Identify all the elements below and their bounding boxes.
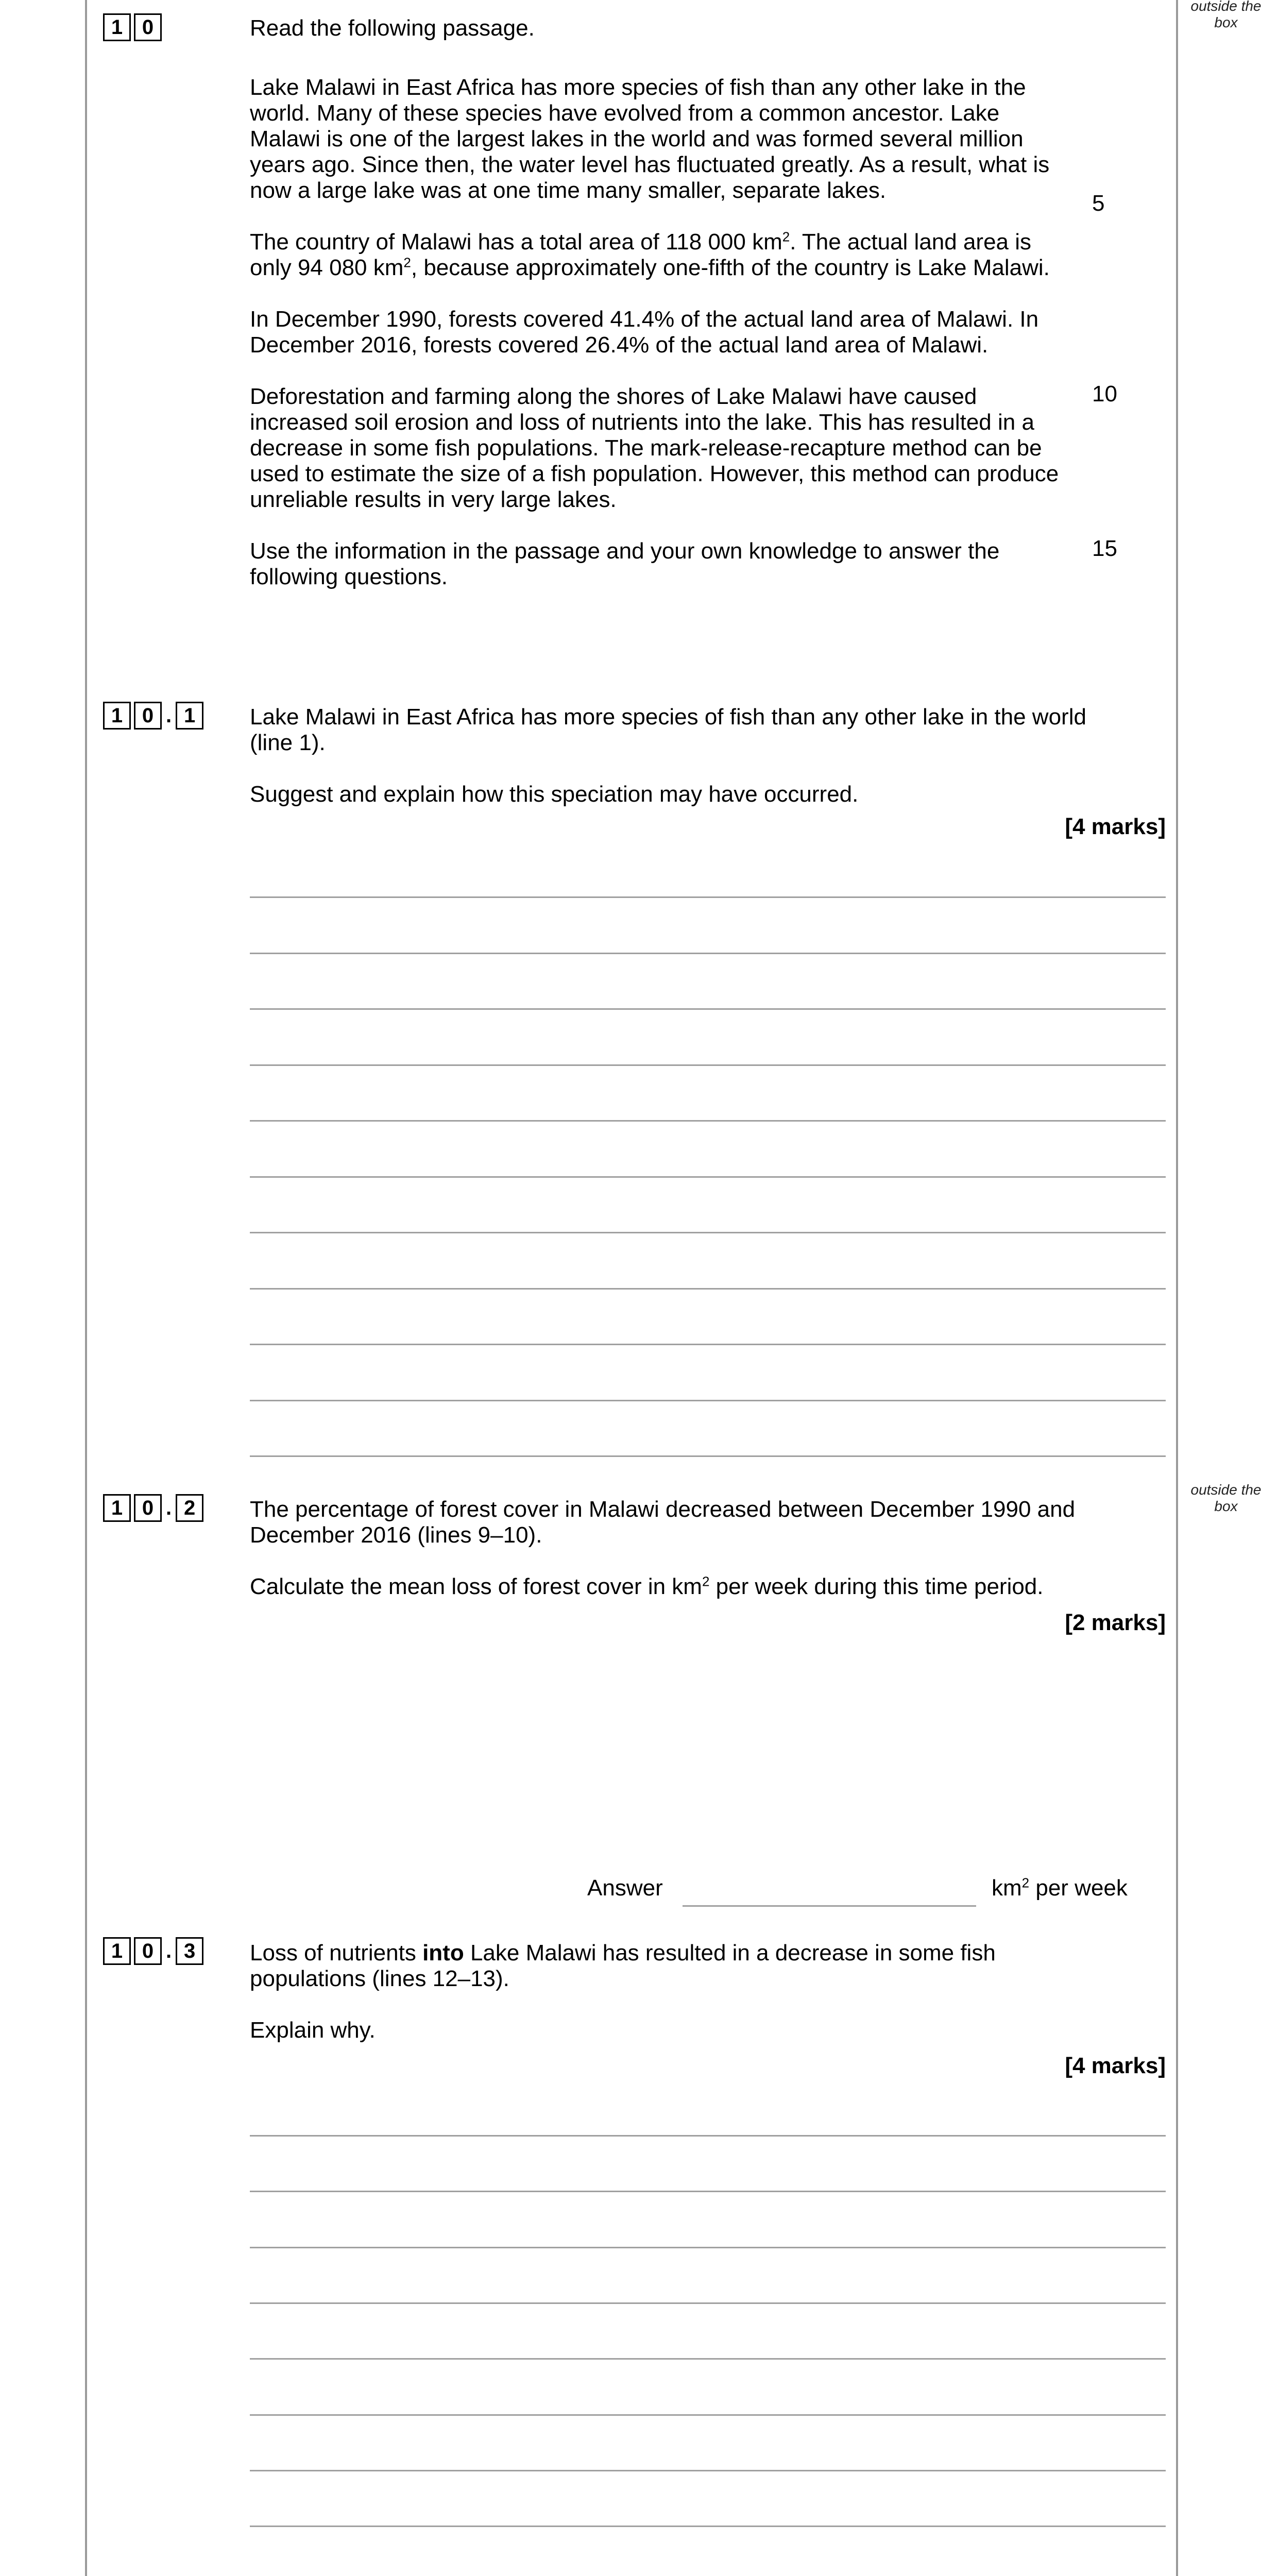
digit-box: 1 xyxy=(103,1937,131,1965)
passage xyxy=(250,75,1074,616)
question-number-10-3: 1 0 . 3 xyxy=(103,1937,203,1965)
margin-note-10-2: outside the box xyxy=(1190,1482,1262,1514)
digit-box: 0 xyxy=(134,1494,162,1522)
question-stem: The percentage of forest cover in Malawi decreased between December 1990 and December 2016 (lines 9–10). xyxy=(250,1497,1076,1548)
answer-line[interactable] xyxy=(250,2358,1166,2360)
question-10-3-text xyxy=(250,1940,1095,2043)
question-number-10-1: 1 0 . 1 xyxy=(103,702,203,730)
answer-line[interactable] xyxy=(250,896,1166,898)
digit-box: 0 xyxy=(134,702,162,730)
passage-paragraph-4: Deforestation and farming along the shores of Lake Malawi have caused increased soil erosion and loss of nutrients into the lake. This has resulted in a decrease in some fish populations. The mark-release-recapture method can be used to estimate the size of a fish population. However, this method can produce unreliable results in very large lakes. xyxy=(250,384,1059,512)
answer-line[interactable] xyxy=(250,1400,1166,1401)
digit-box: 3 xyxy=(176,1937,203,1965)
answer-line[interactable] xyxy=(250,1176,1166,1178)
digit-box: 1 xyxy=(103,702,131,730)
answer-line[interactable] xyxy=(250,1288,1166,1290)
answer-line[interactable] xyxy=(250,2302,1166,2304)
answer-label: Answer xyxy=(587,1875,663,1901)
question-10-1-text xyxy=(250,704,1095,807)
answer-input-line[interactable] xyxy=(683,1905,976,1907)
answer-line[interactable] xyxy=(250,953,1166,954)
question-number-10 xyxy=(103,13,162,41)
answer-line[interactable] xyxy=(250,2470,1166,2471)
marks-label-10-2: [2 marks] xyxy=(1065,1610,1166,1635)
question-task: Calculate the mean loss of forest cover in $km^2$ per week during this time period. xyxy=(250,1573,1044,1599)
right-margin-rule xyxy=(1176,0,1178,2576)
answer-line[interactable] xyxy=(250,1344,1166,1345)
digit-box: 1 xyxy=(103,13,131,41)
question-task: Explain why. xyxy=(250,2018,376,2043)
left-margin-rule xyxy=(85,0,87,2576)
digit-box: 0 xyxy=(134,13,162,41)
passage-paragraph-2: The country of Malawi has a total area of 118 000 $km^2$. The actual land area is only 94 080 $km^2$, because approximately one-fifth of the country is Lake Malawi. xyxy=(250,229,1050,280)
question-10-2-text xyxy=(250,1497,1095,1600)
answer-line[interactable] xyxy=(250,2526,1166,2527)
margin-note-top: outside the box xyxy=(1190,0,1262,30)
question-stem: Lake Malawi in East Africa has more species of fish than any other lake in the world (line 1). xyxy=(250,704,1086,755)
line-number-5: 5 xyxy=(1092,191,1105,216)
line-number-15: 15 xyxy=(1092,536,1117,561)
passage-closing: Use the information in the passage and your own knowledge to answer the following questions. xyxy=(250,538,1000,589)
question-stem: Loss of nutrients into Lake Malawi has resulted in a decrease in some fish populations (lines 12–13). xyxy=(250,1940,996,1991)
digit-box: 2 xyxy=(176,1494,203,1522)
line-number-10: 10 xyxy=(1092,381,1117,406)
answer-line[interactable] xyxy=(250,2414,1166,2416)
answer-unit: $km^2$ per week xyxy=(992,1875,1128,1901)
answer-line[interactable] xyxy=(250,1232,1166,1233)
passage-intro: Read the following passage. xyxy=(250,15,535,41)
marks-label-10-3: [4 marks] xyxy=(1065,2053,1166,2078)
answer-line[interactable] xyxy=(250,1120,1166,1122)
digit-box: 1 xyxy=(176,702,203,730)
question-task: Suggest and explain how this speciation may have occurred. xyxy=(250,782,859,807)
marks-label-10-1: [4 marks] xyxy=(1065,814,1166,839)
question-number-10-2: 1 0 . 2 xyxy=(103,1494,203,1522)
answer-line[interactable] xyxy=(250,1008,1166,1010)
answer-line[interactable] xyxy=(250,2135,1166,2137)
digit-box: 0 xyxy=(134,1937,162,1965)
digit-box: 1 xyxy=(103,1494,131,1522)
answer-line[interactable] xyxy=(250,2247,1166,2248)
passage-paragraph-1: Lake Malawi in East Africa has more species of fish than any other lake in the world. Many of these species have evolved from a common ancestor. Lake Malawi is one of the largest lakes in the world and was formed several million years ago. Since then, the water level has fluctuated greatly. As a result, what is now a large lake was at one time many smaller, separate lakes. xyxy=(250,75,1050,203)
answer-line[interactable] xyxy=(250,1455,1166,1457)
answer-line[interactable] xyxy=(250,1064,1166,1066)
answer-line[interactable] xyxy=(250,2191,1166,2192)
passage-paragraph-3: In December 1990, forests covered 41.4% of the actual land area of Malawi. In December 2016, forests covered 26.4% of the actual land area of Malawi. xyxy=(250,307,1039,358)
